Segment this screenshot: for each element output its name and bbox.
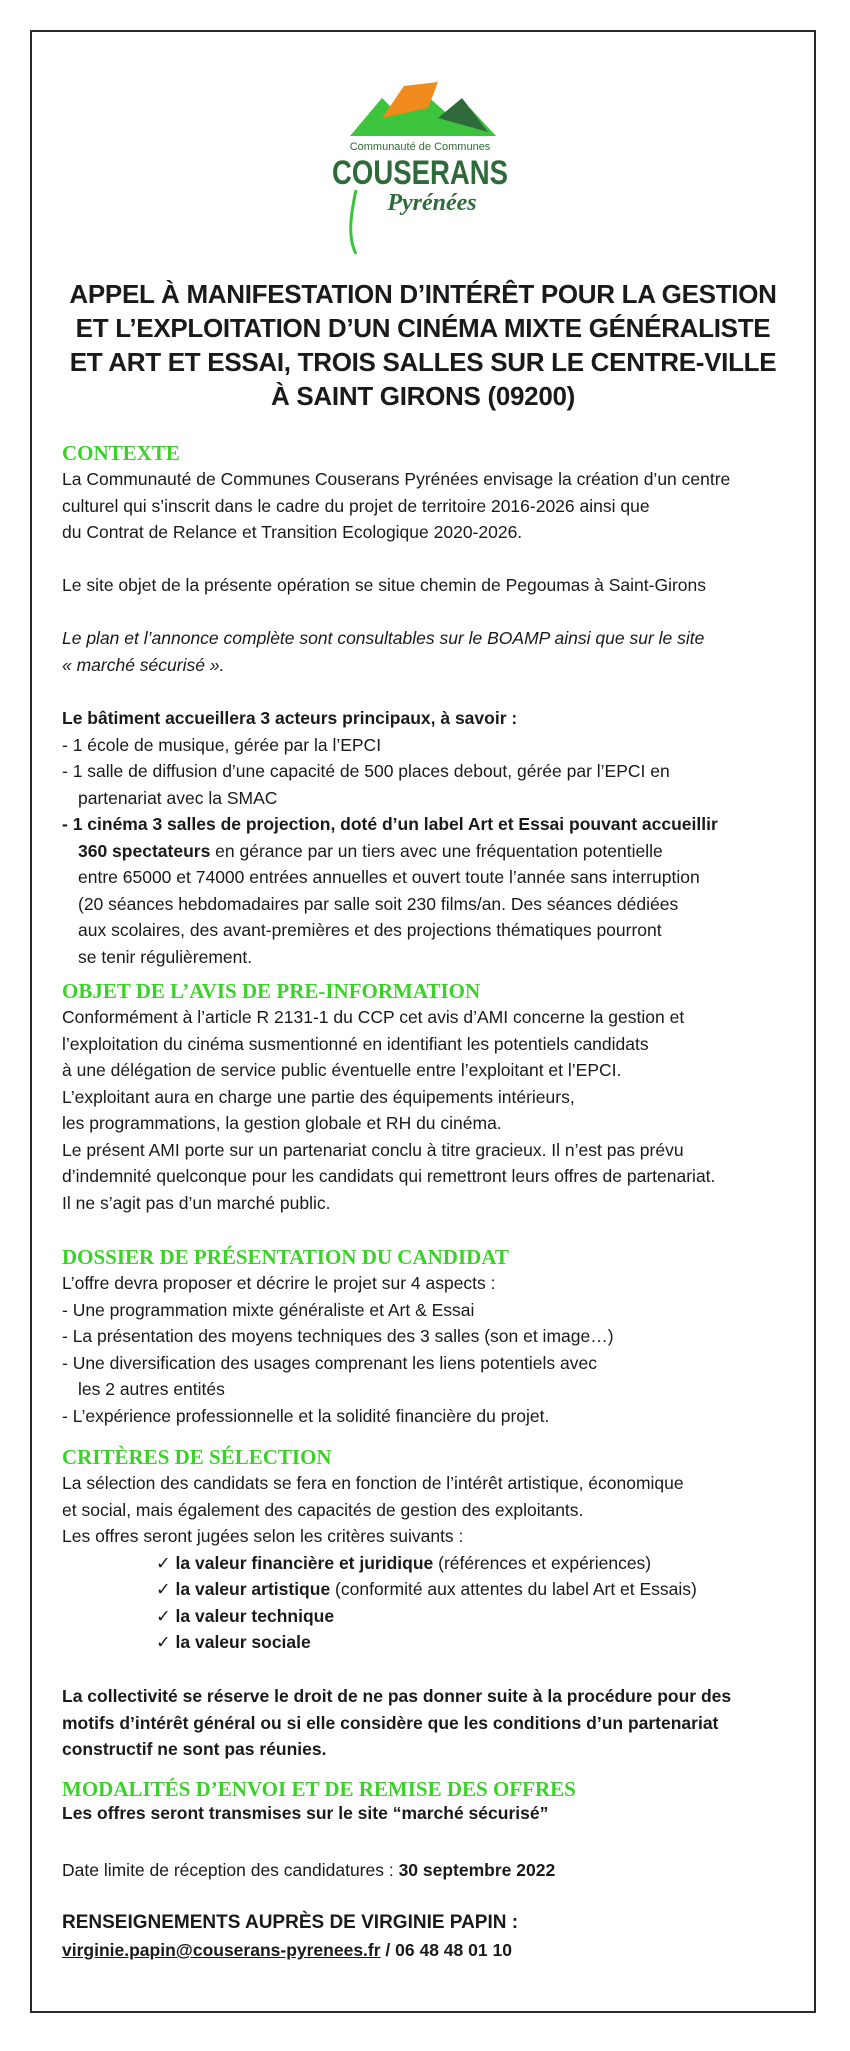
dossier-body — [62, 1270, 614, 1429]
heading-criteres: CRITÈRES DE SÉLECTION — [62, 1445, 332, 1469]
list-item: - 1 cinéma 3 salles de projection, doté d’un label Art et Essai pouvant accueillir — [62, 814, 718, 834]
objet-line: Il ne s’agit pas d’un marché public. — [62, 1192, 331, 1213]
modalites-bold: Les offres seront transmises sur le site “marché sécurisé” — [62, 1803, 549, 1823]
criterion-technical: ✓ la valeur technique — [156, 1605, 335, 1626]
list-item-cont: partenariat avec la SMAC — [78, 787, 278, 808]
email-link[interactable]: virginie.papin@couserans-pyrenees.fr — [62, 1940, 381, 1960]
criterion-financial: ✓ la valeur financière et juridique — [156, 1552, 434, 1573]
heading-contexte: CONTEXTE — [62, 441, 180, 465]
list-item: - Une programmation mixte généraliste et Art & Essai — [62, 1299, 475, 1320]
list-item-cont: entre 65000 et 74000 entrées annuelles et ouvert toute l’année sans interruption — [78, 867, 700, 887]
batiment-lead: Le bâtiment accueillera 3 acteurs principaux, à savoir : — [62, 708, 518, 728]
list-item-cont: les 2 autres entités — [78, 1379, 225, 1399]
objet-line: d’indemnité quelconque pour les candidats qui remettront leurs offres de partenariat. — [62, 1166, 716, 1186]
objet-line: à une délégation de service public éventuelle entre l’exploitant et l’EPCI. — [62, 1060, 622, 1080]
objet-line: Le présent AMI porte sur un partenariat conclu à titre gracieux. Il n’est pas prévu — [62, 1139, 684, 1160]
logo-line1: Communauté de Communes — [349, 141, 491, 153]
criteres-line: et social, mais également des capacités de gestion des exploitants. — [62, 1499, 584, 1520]
reserve-line: constructif ne sont pas réunies. — [62, 1739, 327, 1759]
reserve-line: motifs d’intérêt général ou si elle considère que les conditions d’un partenariat — [62, 1712, 719, 1733]
logo-line2: COUSERANS — [332, 154, 508, 192]
reserve-line: La collectivité se réserve le droit de ne pas donner suite à la procédure pour des — [62, 1686, 732, 1706]
spectateurs-bold: 360 spectateurs — [78, 840, 211, 861]
criterion-artistic: ✓ la valeur artistique — [156, 1579, 331, 1599]
contexte-intro — [62, 466, 730, 546]
objet-line: Conformément à l’article R 2131-1 du CCP cet avis d’AMI concerne la gestion et — [62, 1007, 685, 1027]
criterion-social: ✓ la valeur sociale — [156, 1632, 311, 1652]
criteres-line: Les offres seront jugées selon les critères suivants : — [62, 1526, 464, 1546]
list-item: - 1 école de musique, gérée par la l’EPCI — [62, 734, 382, 755]
logo-line3: Pyrénées — [387, 190, 477, 216]
objet-line: les programmations, la gestion globale et RH du cinéma. — [62, 1113, 502, 1133]
list-item-cont: se tenir régulièrement. — [78, 946, 253, 967]
criterion-detail: (conformité aux attentes du label Art et Essais) — [330, 1579, 697, 1599]
list-item-cont: (20 séances hebdomadaires par salle soit 230 films/an. Des séances dédiées — [78, 893, 679, 914]
contexte-intro-line: culturel qui s’inscrit dans le cadre du projet de territoire 2016-2026 ainsi que — [62, 495, 650, 516]
deadline — [62, 1857, 555, 1884]
heading-dossier: DOSSIER DE PRÉSENTATION DU CANDIDAT — [62, 1245, 509, 1269]
contexte-intro-line: du Contrat de Relance et Transition Ecologique 2020-2026. — [62, 522, 523, 542]
list-item-cont: aux scolaires, des avant-premières et des projections thématiques pourront — [78, 920, 662, 940]
contexte-plan — [62, 625, 704, 678]
list-item: - 1 salle de diffusion d’une capacité de 500 places debout, gérée par l’EPCI en — [62, 761, 670, 781]
list-item-cont: en gérance par un tiers avec une fréquentation potentielle — [210, 840, 663, 861]
list-item: - L’expérience professionnelle et la solidité financière du projet. — [62, 1405, 550, 1426]
title-line-2: ET L’EXPLOITATION D’UN CINÉMA MIXTE GÉNÉRALISTE — [75, 313, 771, 343]
list-item: - La présentation des moyens techniques des 3 salles (son et image…) — [62, 1326, 614, 1346]
heading-modalites: MODALITÉS D’ENVOI ET DE REMISE DES OFFRES — [62, 1777, 576, 1801]
contexte-batiment — [62, 705, 718, 970]
heading-objet: OBJET DE L’AVIS DE PRE-INFORMATION — [62, 979, 481, 1003]
contact-heading: RENSEIGNEMENTS AUPRÈS DE VIRGINIE PAPIN : — [62, 1912, 519, 1933]
couserans-logo — [320, 78, 520, 258]
phone-number: / 06 48 48 01 10 — [380, 1940, 512, 1960]
objet-body — [62, 1004, 715, 1216]
contact-line — [62, 1937, 512, 1964]
objet-line: l’exploitation du cinéma susmentionné en identifiant les potentiels candidats — [62, 1033, 649, 1054]
contexte-plan-line: Le plan et l’annonce complète sont consultables sur le BOAMP ainsi que sur le site — [62, 628, 705, 648]
title-line-3: ET ART ET ESSAI, TROIS SALLES SUR LE CENTRE-VILLE — [69, 347, 777, 377]
title-line-1: APPEL À MANIFESTATION D’INTÉRÊT POUR LA GESTION — [69, 279, 777, 309]
criteres-line: La sélection des candidats se fera en fonction de l’intérêt artistique, économique — [62, 1473, 684, 1493]
dossier-lead: L’offre devra proposer et décrire le projet sur 4 aspects : — [62, 1273, 496, 1293]
list-item: - Une diversification des usages comprenant les liens potentiels avec — [62, 1352, 598, 1373]
contexte-plan-line: « marché sécurisé ». — [62, 654, 225, 675]
contexte-site: Le site objet de la présente opération se situe chemin de Pegoumas à Saint-Girons — [62, 575, 706, 595]
contexte-intro-line: La Communauté de Communes Couserans Pyrénées envisage la création d’un centre — [62, 469, 731, 489]
title-line-4: À SAINT GIRONS (09200) — [270, 381, 576, 411]
criterion-detail: (références et expériences) — [433, 1552, 652, 1573]
page-title — [40, 277, 806, 413]
criteres-body — [62, 1470, 697, 1656]
deadline-value: 30 septembre 2022 — [398, 1860, 556, 1880]
objet-line: L’exploitant aura en charge une partie des équipements intérieurs, — [62, 1086, 575, 1107]
logo-swoosh — [351, 190, 356, 254]
reserve-note — [62, 1683, 731, 1763]
deadline-label: Date limite de réception des candidatures : — [62, 1860, 399, 1880]
